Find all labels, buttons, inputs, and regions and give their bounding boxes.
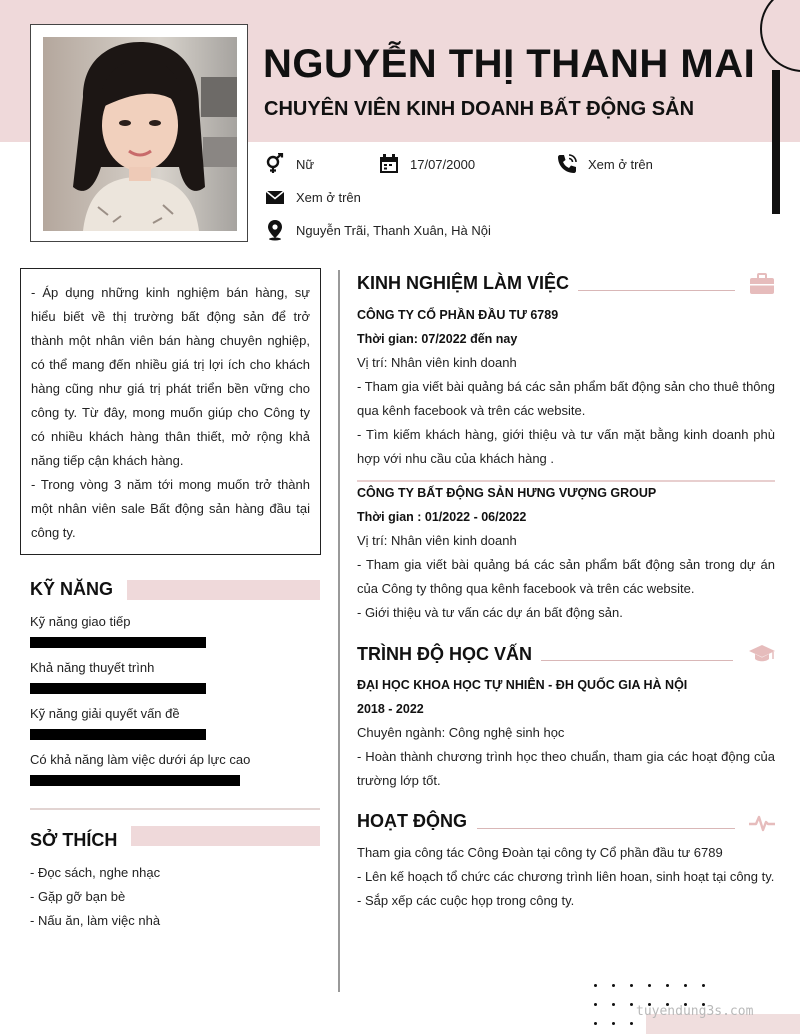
education-school: ĐẠI HỌC KHOA HỌC TỰ NHIÊN - ĐH QUỐC GIA HÀ NỘI (357, 678, 688, 692)
education-note: - Hoàn thành chương trình học theo chuẩn, tham gia các hoạt động của trường lớp tốt. (357, 749, 775, 788)
job-position: Vị trí: Nhân viên kinh doanh (357, 355, 517, 370)
skill-level-bar (30, 637, 240, 648)
title-rule (578, 290, 735, 291)
decorative-bar (772, 70, 780, 214)
section-divider (30, 808, 320, 810)
phone-value: Xem ở trên (588, 156, 653, 172)
decorative-dot (684, 984, 687, 987)
job-position: Vị trí: Nhân viên kinh doanh (357, 533, 517, 548)
email-icon (264, 186, 286, 208)
skill-level-fill (30, 683, 206, 694)
hobby-item: - Gặp gỡ bạn bè (30, 889, 126, 904)
decorative-dot (702, 984, 705, 987)
gender-value: Nữ (296, 156, 315, 172)
decorative-dot (594, 1003, 597, 1006)
skill-level-fill (30, 729, 206, 740)
decorative-dot (630, 984, 633, 987)
job-period: Thời gian : 01/2022 - 06/2022 (357, 510, 527, 524)
calendar-icon (378, 153, 400, 175)
title-rule (541, 660, 733, 661)
decorative-dot (612, 1022, 615, 1025)
job-title: CHUYÊN VIÊN KINH DOANH BẤT ĐỘNG SẢN (264, 98, 695, 120)
job-company: CÔNG TY CỔ PHẦN ĐẦU TƯ 6789 (357, 308, 559, 322)
phone-icon (556, 153, 578, 175)
birthdate-value: 17/07/2000 (410, 156, 476, 172)
birthdate-info (378, 153, 475, 175)
phone-info (556, 153, 653, 175)
column-divider (338, 270, 340, 992)
hobbies-title-bar (131, 826, 320, 846)
email-value: Xem ở trên (296, 189, 361, 205)
job-period: Thời gian: 07/2022 đến nay (357, 332, 518, 346)
skills-title-bar (127, 580, 320, 600)
activity-item: - Sắp xếp các cuộc họp trong công ty. (357, 893, 575, 908)
decorative-dot (630, 1022, 633, 1025)
hobby-item: - Nấu ăn, làm việc nhà (30, 913, 161, 928)
education-major: Chuyên ngành: Công nghệ sinh học (357, 725, 565, 740)
briefcase-icon (748, 272, 776, 296)
decorative-dot (612, 984, 615, 987)
education-title: TRÌNH ĐỘ HỌC VẤN (357, 644, 532, 664)
skill-label: Kỹ năng giải quyết vấn đề (30, 706, 180, 721)
decorative-dot (612, 1003, 615, 1006)
location-icon (264, 219, 286, 241)
candidate-name: NGUYỄN THỊ THANH MAI (263, 42, 756, 86)
skill-level-fill (30, 637, 206, 648)
hobbies-title: SỞ THÍCH (30, 830, 118, 850)
education-years: 2018 - 2022 (357, 702, 424, 716)
decorative-dot (594, 1022, 597, 1025)
activity-item: - Lên kế hoạch tổ chức các chương trình liên hoan, sinh hoạt tại công ty. (357, 869, 775, 884)
decorative-dot (630, 1003, 633, 1006)
address-value: Nguyễn Trãi, Thanh Xuân, Hà Nội (296, 222, 491, 238)
skill-level-bar (30, 683, 240, 694)
objective-paragraph: - Áp dụng những kinh nghiệm bán hàng, sự hiểu biết về thị trường bất động sản để trở thành một nhân viên bán hàng chuyên nghiệp, có thể mang đến nhiều giá trị lợi ích cho khách hàng cũng như giá trị phát triển bền vững cho công ty. Từ đây, mong muốn giúp cho Công ty có nhiều khách hàng thân thiết, mở rộng khả năng tiếp cận khách hàng. (31, 285, 310, 468)
skill-label: Khả năng thuyết trình (30, 660, 155, 675)
profile-photo (43, 37, 237, 231)
skill-level-bar (30, 729, 240, 740)
skill-level-bar (30, 775, 240, 786)
skills-title: KỸ NĂNG (30, 579, 114, 599)
gender-info (264, 153, 314, 175)
decorative-dot (594, 984, 597, 987)
career-objective (20, 268, 321, 555)
profile-photo-frame (30, 24, 248, 242)
job-duty: - Tìm kiếm khách hàng, giới thiệu và tư vấn mặt bằng kinh doanh phù hợp với nhu cầu của khách hàng . (357, 427, 775, 466)
skill-level-fill (30, 775, 240, 786)
objective-paragraph: - Trong vòng 3 năm tới mong muốn trở thành một nhân viên sale Bất động sản hàng đầu tại công ty. (31, 477, 310, 540)
email-info (264, 186, 361, 208)
activity-item: Tham gia công tác Công Đoàn tại công ty Cổ phần đầu tư 6789 (357, 845, 723, 860)
decorative-dot (666, 984, 669, 987)
job-company: CÔNG TY BẤT ĐỘNG SẢN HƯNG VƯỢNG GROUP (357, 486, 657, 500)
job-duty: - Tham gia viết bài quảng bá các sản phẩm bất động sản cho thuê thông qua kênh facebook và trên các website. (357, 379, 775, 418)
hobby-item: - Đọc sách, nghe nhạc (30, 865, 161, 880)
watermark: tuyendung3s.com (636, 1004, 754, 1019)
experience-title: KINH NGHIỆM LÀM VIỆC (357, 273, 570, 293)
job-duty: - Tham gia viết bài quảng bá các sản phẩm bất động sản trong dự án của Công ty thông qua kênh facebook và trên các website. (357, 557, 775, 596)
graduation-cap-icon (748, 642, 776, 666)
job-duty: - Giới thiệu và tư vấn các dự án bất động sản. (357, 605, 623, 620)
skill-label: Kỹ năng giao tiếp (30, 614, 131, 629)
job-separator (357, 480, 775, 482)
skill-label: Có khả năng làm việc dưới áp lực cao (30, 752, 251, 767)
gender-icon (264, 153, 286, 175)
activities-title: HOẠT ĐỘNG (357, 811, 467, 831)
decorative-dot (648, 984, 651, 987)
address-info (264, 219, 491, 241)
heartbeat-icon (748, 811, 776, 835)
title-rule (477, 828, 735, 829)
